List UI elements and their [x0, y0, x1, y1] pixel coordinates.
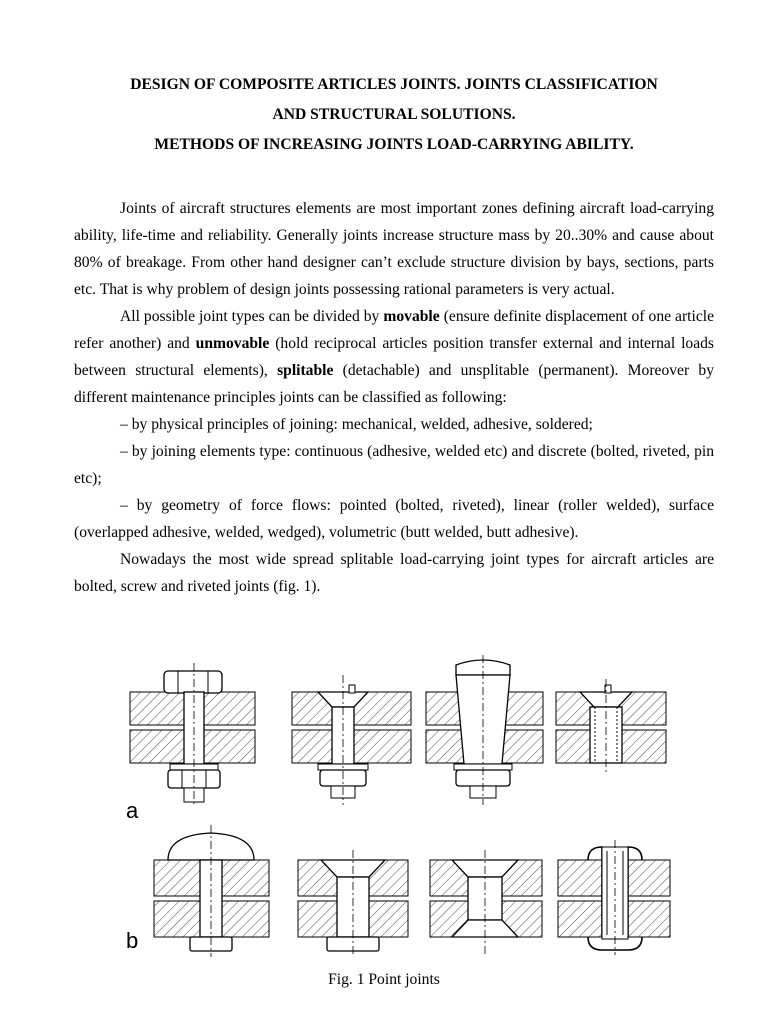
plates-row-a [130, 692, 666, 763]
title-line-1: DESIGN OF COMPOSITE ARTICLES JOINTS. JOINTS CLASSIFICATION [130, 76, 658, 93]
term-splitable: splitable [277, 362, 334, 379]
list-item-physical: – by physical principles of joining: mechanical, welded, adhesive, soldered; [120, 416, 593, 433]
text-span: (detachable) and unsplitable (permanent). Moreover by different maintenance principles joints can be classified as following: [74, 362, 714, 406]
figure-label-b: b [126, 928, 139, 953]
tapered-bolt-icon [454, 655, 512, 805]
document-title [60, 70, 728, 160]
figure-caption: Fig. 1 Point joints [328, 971, 440, 988]
text-span: All possible joint types can be divided by [120, 308, 384, 325]
document-body [74, 195, 714, 600]
list-item-elements: – by joining elements type: continuous (adhesive, welded etc) and discrete (bolted, riveted, pin etc); [74, 443, 714, 487]
list-item-geometry: – by geometry of force flows: pointed (bolted, riveted), linear (roller welded), surface (overlapped adhesive, welded, wedged), volumetric (butt welded, butt adhesive). [74, 497, 714, 541]
joints-drawing [118, 655, 678, 960]
text-span: (hold reciprocal articles position transfer external and internal loads between structural elements), [74, 335, 714, 379]
text-span: (ensure definite displacement of one article refer another) and [74, 308, 715, 352]
paragraph-intro: Joints of aircraft structures elements are most important zones defining aircraft load-carrying ability, life-time and reliability. Generally joints increase structure mass by 20..30% and cause about 80% of breakage. From other hand designer can’t exclude structure division by bays, sections, parts etc. That is why problem of design joints possessing rational parameters is very actual. [74, 200, 714, 298]
title-line-2: AND STRUCTURAL SOLUTIONS. [272, 106, 516, 123]
paragraph-joint-types [74, 303, 714, 411]
term-movable: movable [383, 308, 440, 325]
paragraph-nowadays: Nowadays the most wide spread splitable load-carrying joint types for aircraft articles are bolted, screw and riveted joints (fig. 1). [74, 551, 714, 595]
title-line-3: METHODS OF INCREASING JOINTS LOAD-CARRYING ABILITY. [154, 136, 634, 153]
figure-point-joints [118, 655, 678, 960]
hollow-rivet-icon [588, 840, 642, 955]
plates-row-b [154, 860, 670, 937]
term-unmovable: unmovable [195, 335, 270, 352]
figure-label-a: a [126, 798, 139, 823]
